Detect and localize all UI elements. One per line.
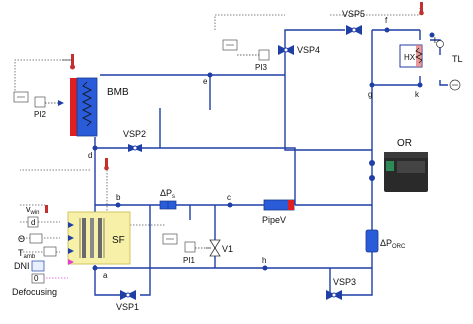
svg-text:b: b [116, 193, 121, 202]
dps-label: ΔP [160, 188, 173, 198]
bmb-thermometer-icon [62, 54, 75, 70]
svg-text:l: l [434, 36, 436, 45]
sf-collector-icon [82, 218, 86, 258]
hx-label: HX [404, 53, 416, 62]
pi2-controller[interactable] [14, 92, 64, 119]
input-wind-block[interactable] [28, 217, 38, 227]
svg-text:k: k [415, 90, 419, 99]
or-panel-icon [386, 161, 394, 171]
sf-thermometer-icon [104, 158, 109, 170]
dporc-sub: ORC [392, 244, 406, 250]
or-unit[interactable] [369, 138, 428, 192]
hx-exchanger[interactable] [400, 45, 422, 67]
tl-probe-icon [437, 41, 444, 48]
signal-pi3 [215, 15, 285, 30]
svg-text:Tamb [18, 248, 36, 260]
pi1-label: PI1 [183, 256, 196, 265]
pi2-label: PI2 [34, 110, 47, 119]
svg-text:g: g [368, 90, 373, 99]
svg-text:a: a [103, 271, 108, 280]
pipe-vsp2 [95, 108, 295, 205]
tamb-sub: amb [23, 254, 36, 260]
pi1-block [185, 242, 195, 252]
svg-text:0: 0 [34, 274, 39, 283]
bmb-boiler[interactable] [70, 78, 129, 136]
pi2-output-icon [58, 100, 64, 106]
svg-text:c: c [227, 193, 231, 202]
input-defocusing[interactable] [12, 274, 57, 297]
pipev-pipe[interactable] [262, 200, 294, 225]
svg-text:h: h [262, 256, 267, 265]
dporc-icon [366, 230, 378, 252]
bmb-red-wall [70, 78, 77, 136]
node-l [430, 33, 437, 46]
dni-label: DNI [14, 261, 30, 271]
sf-label: SF [112, 235, 125, 246]
svg-text:f: f [385, 16, 388, 25]
svg-text:ΔPs [160, 188, 175, 200]
bmb-body [77, 78, 97, 136]
v1-label: V1 [222, 244, 234, 254]
v1-valve[interactable] [206, 240, 233, 256]
v1-icon [210, 240, 220, 248]
pi3-label: PI3 [255, 63, 268, 72]
dps-sub: s [172, 194, 176, 200]
vsp1-pump[interactable] [116, 290, 139, 312]
tamb-source-icon [44, 247, 56, 256]
svg-text:e: e [203, 77, 208, 86]
pipev-label: PipeV [262, 215, 287, 225]
node-b [116, 193, 122, 208]
defocusing-label: Defocusing [12, 287, 58, 297]
vwin-label: v [26, 204, 31, 214]
vsp3-label: VSP3 [333, 277, 357, 287]
node-f [385, 16, 390, 33]
dporc-label: ΔP [380, 238, 393, 248]
svg-text:d: d [31, 218, 36, 227]
input-dni[interactable] [14, 261, 44, 271]
svg-text:vwin [26, 204, 40, 216]
theta-label: Θ [18, 234, 26, 244]
bmb-label: BMB [107, 87, 129, 98]
node-d [88, 146, 98, 161]
theta-source-icon [30, 234, 42, 243]
svg-text:ΔPORC [380, 238, 406, 250]
input-theta[interactable] [18, 234, 42, 244]
dni-source-icon [32, 261, 44, 271]
sf-solar-field[interactable] [68, 212, 130, 265]
tamb-label: T [18, 248, 24, 258]
or-label: OR [397, 138, 412, 149]
node-g [368, 83, 375, 100]
pipe-vsp4-down [285, 52, 372, 150]
tl-load[interactable] [430, 40, 463, 90]
dps-sensor[interactable] [160, 188, 176, 209]
node-c [227, 193, 233, 208]
or-outlet-icon [369, 175, 375, 181]
or-inlet-icon [369, 160, 375, 166]
vsp4-label: VSP4 [297, 45, 321, 55]
svg-text:d: d [88, 151, 93, 160]
dporc-sensor[interactable] [366, 230, 406, 252]
input-vwin[interactable] [26, 204, 48, 216]
vwin-thermo-icon [45, 205, 48, 213]
pi1-controller[interactable] [163, 234, 206, 265]
pi3-controller[interactable] [223, 40, 269, 72]
vsp5-label: VSP5 [342, 9, 366, 19]
input-tamb[interactable] [18, 247, 56, 260]
tl-label: TL [452, 54, 463, 64]
vsp1-label: VSP1 [116, 302, 140, 312]
pipe-hx-bottom [372, 76, 420, 85]
pi2-block [35, 97, 45, 107]
vsp2-label: VSP2 [123, 129, 147, 139]
vwin-sub: win [30, 210, 40, 216]
node-h [262, 256, 268, 271]
pi3-block [259, 50, 269, 60]
vsp5-pump[interactable] [342, 9, 365, 35]
